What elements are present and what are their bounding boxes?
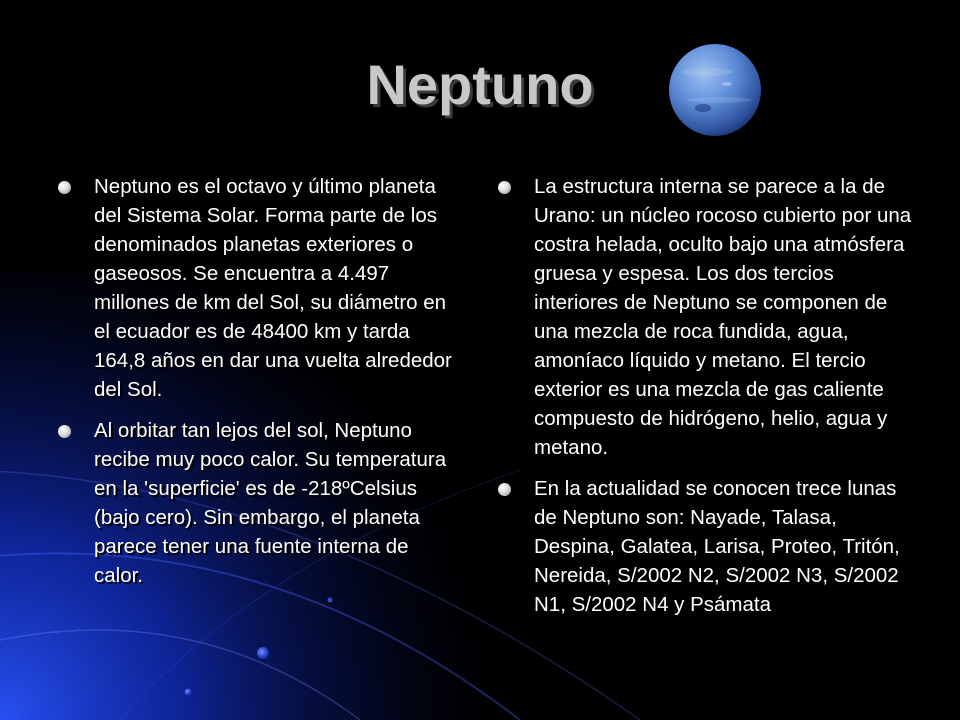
list-item — [56, 172, 456, 404]
slide-title: Neptuno — [366, 53, 594, 116]
list-item — [56, 416, 456, 590]
bullet-dot-icon — [498, 483, 511, 496]
bullet-dot-icon — [58, 181, 71, 194]
neptune-planet-icon — [667, 42, 763, 138]
left-bullet-list — [56, 172, 456, 602]
list-item-text: La estructura interna se parece a la de Urano: un núcleo rocoso cubierto por una costra helada, oculto bajo una atmósfera gruesa y espesa. Los dos tercios interiores de Neptuno se componen de una mezcla de roca fundida, agua, amoníaco líquido y metano. El tercio exterior es una mezcla de gas caliente compuesto de hidrógeno, helio, agua y metano. — [534, 175, 912, 459]
list-item-text: Neptuno es el octavo y último planeta del Sistema Solar. Forma parte de los denominados planetas exteriores o gaseosos. Se encuentra a 4.497 millones de km del Sol, su diámetro en el ecuador es de 48400 km y tarda 164,8 años en dar una vuelta alrededor del Sol. — [94, 175, 452, 401]
bullet-dot-icon — [498, 181, 511, 194]
bullet-dot-icon — [58, 425, 71, 438]
right-bullet-list — [496, 172, 916, 631]
list-item — [496, 474, 916, 619]
list-item-text: Al orbitar tan lejos del sol, Neptuno recibe muy poco calor. Su temperatura en la 'superficie' es de -218ºCelsius (bajo cero). Sin embargo, el planeta parece tener una fuente interna de calor. — [94, 419, 447, 587]
list-item — [496, 172, 916, 462]
list-item-text: En la actualidad se conocen trece lunas de Neptuno son: Nayade, Talasa, Despina, Galatea, Larisa, Proteo, Tritón, Nereida, S/2002 N2, S/2002 N3, S/2002 N1, S/2002 N4 y Psámata — [534, 477, 900, 616]
